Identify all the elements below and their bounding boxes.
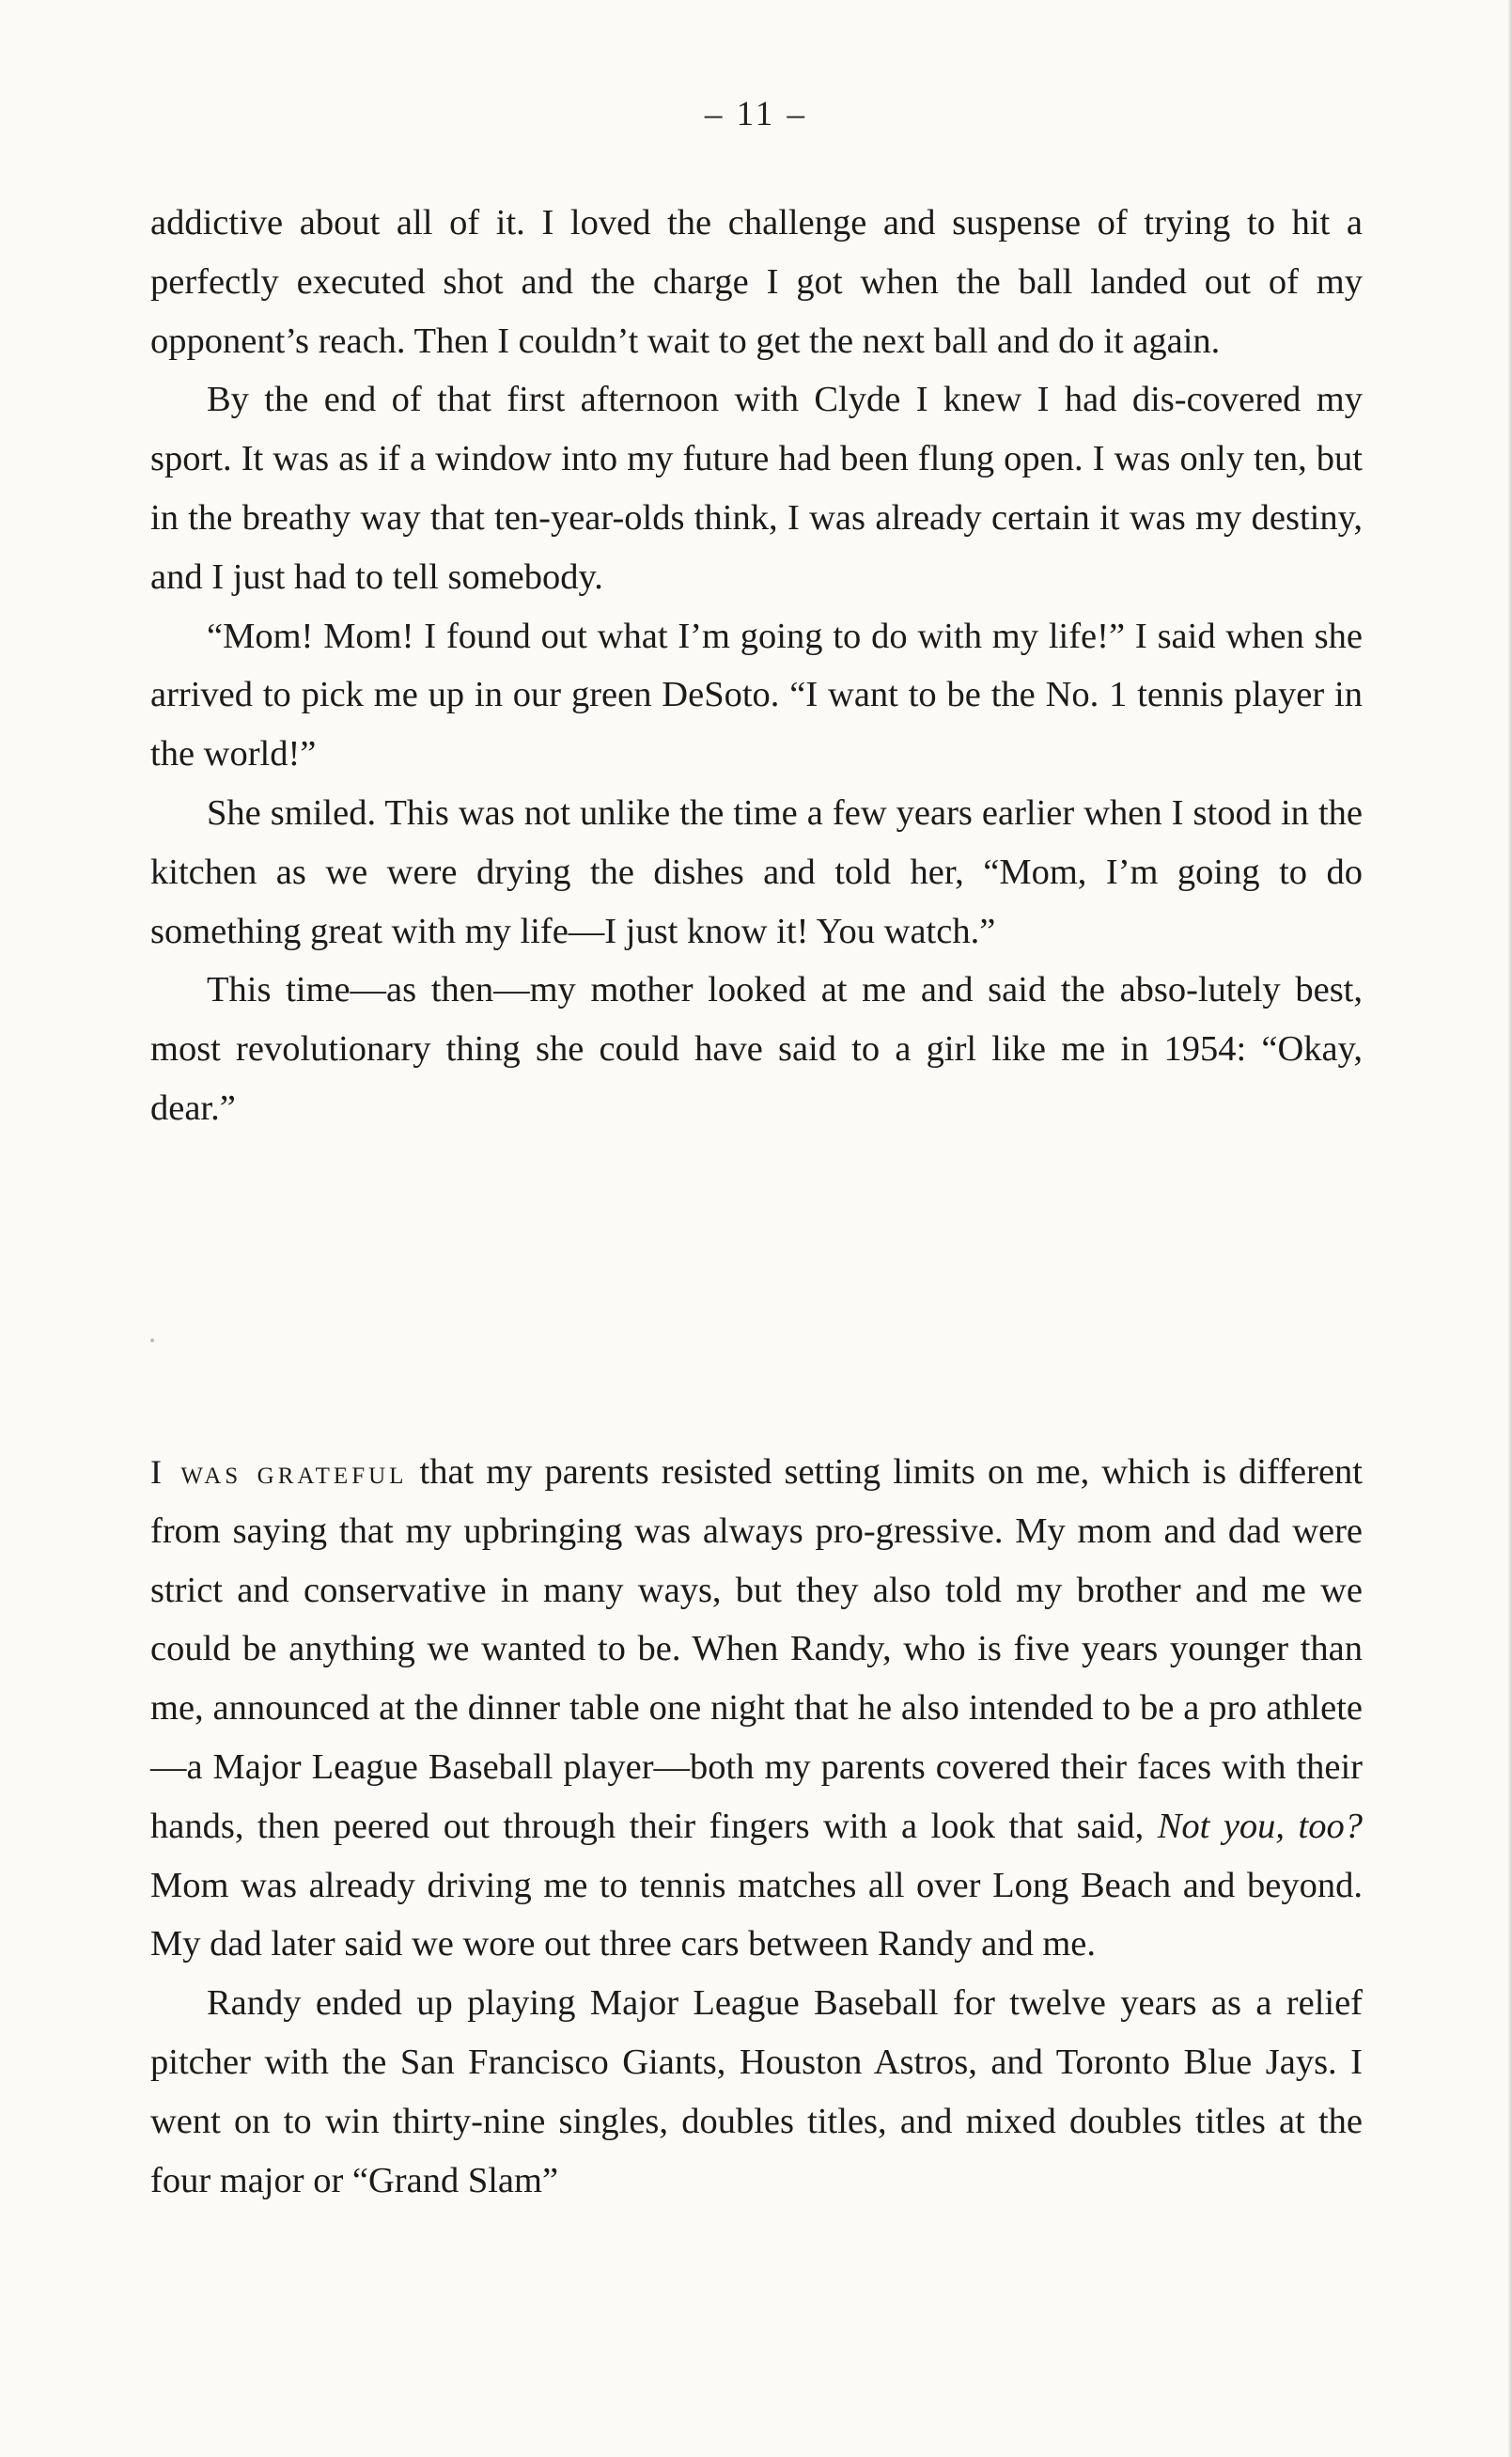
paragraph: She smiled. This was not unlike the time a few years earlier when I stood in the kitchen as we were drying the dishes and told her, “Mom, I’m going to do something great with my life—I just know it! You watch.”: [150, 792, 1363, 951]
page-edge-shadow: [1508, 0, 1512, 2457]
paragraph: By the end of that first afternoon with Clyde I knew I had dis-covered my sport. It was as if a window into my future had been flung open. I was only ten, but in the breathy way that ten-year-olds think, I was already certain it was my destiny, and I just had to tell somebody.: [150, 380, 1363, 597]
paragraph: Randy ended up playing Major League Baseball for twelve years as a relief pitcher with the San Francisco Giants, Houston Astros, and Toronto Blue Jays. I went on to win thirty-nine singles, doubles titles, and mixed doubles titles at the four major or “Grand Slam”: [150, 1983, 1363, 2200]
page-number: – 11 –: [704, 95, 808, 133]
paragraph: This time—as then—my mother looked at me and said the abso-lutely best, most revolutionary thing she could have said to a girl like me in 1954: “Okay, dear.”: [150, 970, 1363, 1128]
italic-phrase: Not you, too?: [1157, 1806, 1363, 1846]
paragraph-text: that my parents resisted setting limits on me, which is different from saying that my upbringing was always pro-gressive. My mom and dad were strict and conservative in many ways, but they also told my brother and me we could be anything we wanted to be. When Randy, who is five years younger than me, announced at the dinner table one night that he also intended to be a pro athlete—a Major League Baseball player—both my parents covered their faces with their hands, then peered out through their fingers with a look that said,: [150, 1452, 1363, 1846]
section-lead-in: I was grateful: [150, 1453, 408, 1491]
paragraph: “Mom! Mom! I found out what I’m going to do with my life!” I said when she arrived to pick me up in our green DeSoto. “I want to be the No. 1 tennis player in the world!”: [150, 616, 1363, 775]
paragraph: addictive about all of it. I loved the challenge and suspense of trying to hit a perfectly executed shot and the charge I got when the ball landed out of my opponent’s reach. Then I couldn’t wait to get the next ball and do it again.: [150, 203, 1363, 361]
paragraph: [150, 1443, 1363, 1974]
scan-speck: [150, 1338, 154, 1342]
paragraph-text: Mom was already driving me to tennis matches all over Long Beach and beyond. My dad later said we wore out three cars between Randy and me.: [150, 1865, 1363, 1964]
section-two: [150, 1443, 1363, 2210]
section-one: [150, 194, 1363, 1138]
